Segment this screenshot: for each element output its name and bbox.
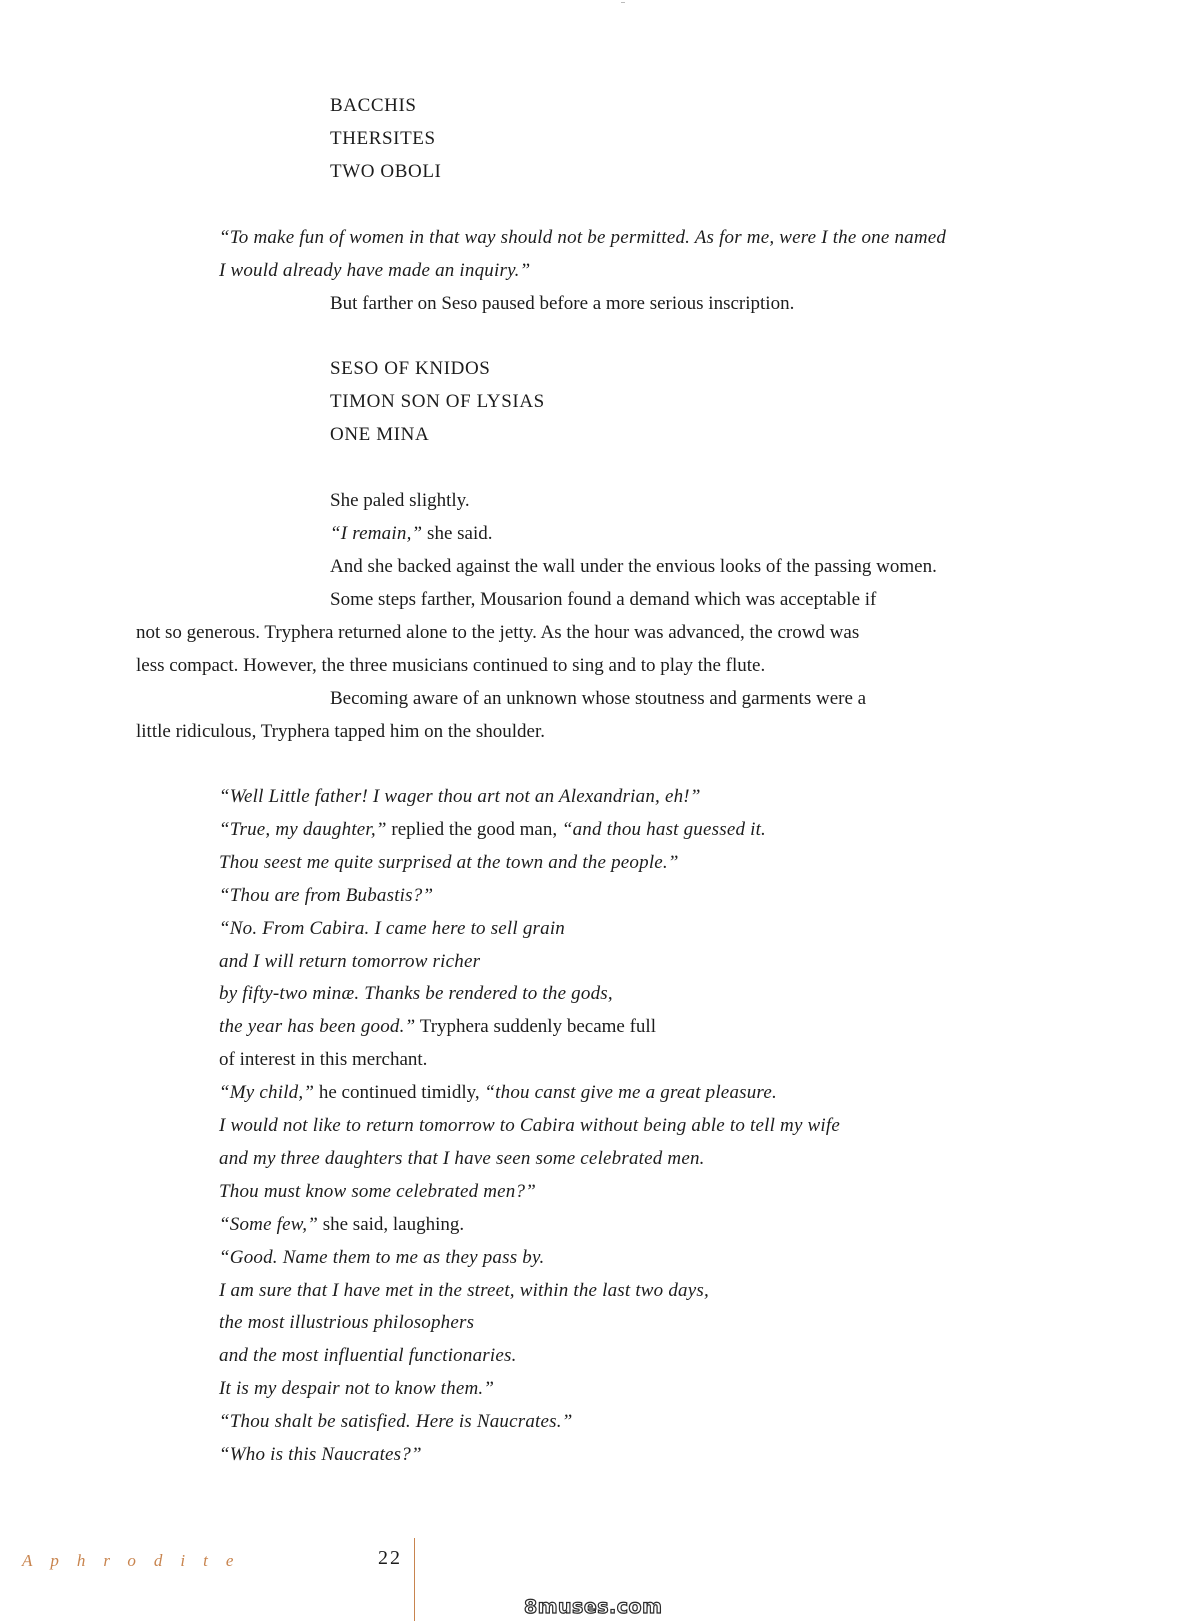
inscription-line: TWO OBOLI — [330, 161, 442, 182]
paragraph-line: less compact. However, the three musicians continued to sing and to play the flute. — [136, 655, 766, 676]
dialogue-line — [219, 1378, 494, 1400]
dialogue-narration: he continued timidly, — [314, 1082, 485, 1103]
dialogue-speech: I would not like to return tomorrow to Cabira without being able to tell my wife — [219, 1115, 840, 1136]
remark-line: “To make fun of women in that way should not be permitted. As for me, were I the one named — [219, 227, 947, 248]
dialogue-speech: and I will return tomorrow richer — [219, 951, 481, 972]
dialogue-speech: “Good. Name them to me as they pass by. — [219, 1247, 545, 1268]
dialogue-speech: the most illustrious philosophers — [219, 1312, 475, 1333]
dialogue-narration: she said, laughing. — [317, 1214, 465, 1235]
dialogue-line — [219, 1082, 777, 1104]
narrative-line: But farther on Seso paused before a more serious inscription. — [330, 293, 795, 314]
page-number: 22 — [378, 1547, 402, 1569]
paragraph-line: Some steps farther, Mousarion found a demand which was acceptable if — [330, 589, 877, 610]
narrative-line: She paled slightly. — [330, 490, 470, 511]
dialogue-speech: “True, my daughter,” — [219, 819, 387, 840]
paragraph-line: little ridiculous, Tryphera tapped him on the shoulder. — [136, 721, 545, 742]
dialogue-line — [219, 1049, 427, 1071]
inscription-line: THERSITES — [330, 128, 436, 149]
dialogue-line — [219, 885, 433, 907]
dialogue-line — [219, 983, 613, 1005]
page-divider — [414, 1538, 415, 1621]
dialogue-line — [219, 1444, 422, 1466]
dialogue-line — [219, 1345, 517, 1367]
dialogue-narration: of interest in this merchant. — [219, 1049, 428, 1070]
dialogue-line — [219, 819, 766, 841]
dialogue-speech: “Some few,” — [219, 1214, 318, 1235]
dialogue-speech: Thou seest me quite surprised at the town and the people.” — [219, 852, 679, 873]
paragraph-line: not so generous. Tryphera returned alone to the jetty. As the hour was advanced, the crowd was — [136, 622, 860, 643]
remark-line: I would already have made an inquiry.” — [219, 260, 531, 281]
dialogue-speech: “and thou hast guessed it. — [561, 819, 767, 840]
dialogue-line — [219, 1016, 656, 1038]
dialogue-speech: It is my despair not to know them.” — [219, 1378, 495, 1399]
dialogue-line — [219, 852, 679, 874]
dialogue-line — [219, 1115, 840, 1137]
dialogue-line — [219, 918, 565, 940]
dialogue-speech: “Well Little father! I wager thou art not an Alexandrian, eh!” — [219, 786, 701, 807]
inscription-line: ONE MINA — [330, 424, 430, 445]
dialogue-speech: “Who is this Naucrates?” — [219, 1444, 422, 1465]
dialogue-line — [219, 1181, 536, 1203]
quote-span: “I remain,” — [330, 523, 423, 544]
dialogue-speech: “No. From Cabira. I came here to sell grain — [219, 918, 566, 939]
inscription-line: TIMON SON OF LYSIAS — [330, 391, 545, 412]
dialogue-line — [219, 1312, 474, 1334]
dialogue-speech: the year has been good.” — [219, 1016, 416, 1037]
book-title: Aphrodite — [22, 1551, 252, 1570]
scan-speck — [621, 2, 625, 3]
dialogue-speech: “thou canst give me a great pleasure. — [484, 1082, 777, 1103]
inscription-line: SESO OF KNIDOS — [330, 358, 491, 379]
dialogue-line — [219, 951, 480, 973]
dialogue-speech: and the most influential functionaries. — [219, 1345, 517, 1366]
dialogue-line — [219, 1411, 572, 1433]
dialogue-line — [219, 1148, 705, 1170]
inscription-line: BACCHIS — [330, 95, 417, 116]
dialogue-speech: and my three daughters that I have seen some celebrated men. — [219, 1148, 705, 1169]
narrative-line: And she backed against the wall under the envious looks of the passing women. — [330, 556, 937, 577]
watermark: 8muses.com — [524, 1596, 663, 1618]
dialogue-narration: Tryphera suddenly became full — [415, 1016, 656, 1037]
dialogue-speech: “My child,” — [219, 1082, 315, 1103]
dialogue-speech: “Thou are from Bubastis?” — [219, 885, 434, 906]
paragraph-line: Becoming aware of an unknown whose stoutness and garments were a — [330, 688, 867, 709]
dialogue-line — [219, 786, 701, 808]
dialogue-speech: “Thou shalt be satisfied. Here is Naucrates.” — [219, 1411, 573, 1432]
dialogue-line — [219, 1280, 709, 1302]
dialogue-speech: by fifty-two minæ. Thanks be rendered to the gods, — [219, 983, 613, 1004]
dialogue-speech: Thou must know some celebrated men?” — [219, 1181, 536, 1202]
dialogue-speech: I am sure that I have met in the street, within the last two days, — [219, 1280, 709, 1301]
dialogue-line — [219, 1247, 545, 1269]
narrative-line — [330, 523, 492, 545]
text-span: she said. — [422, 523, 493, 544]
dialogue-line — [219, 1214, 464, 1236]
dialogue-narration: replied the good man, — [386, 819, 562, 840]
